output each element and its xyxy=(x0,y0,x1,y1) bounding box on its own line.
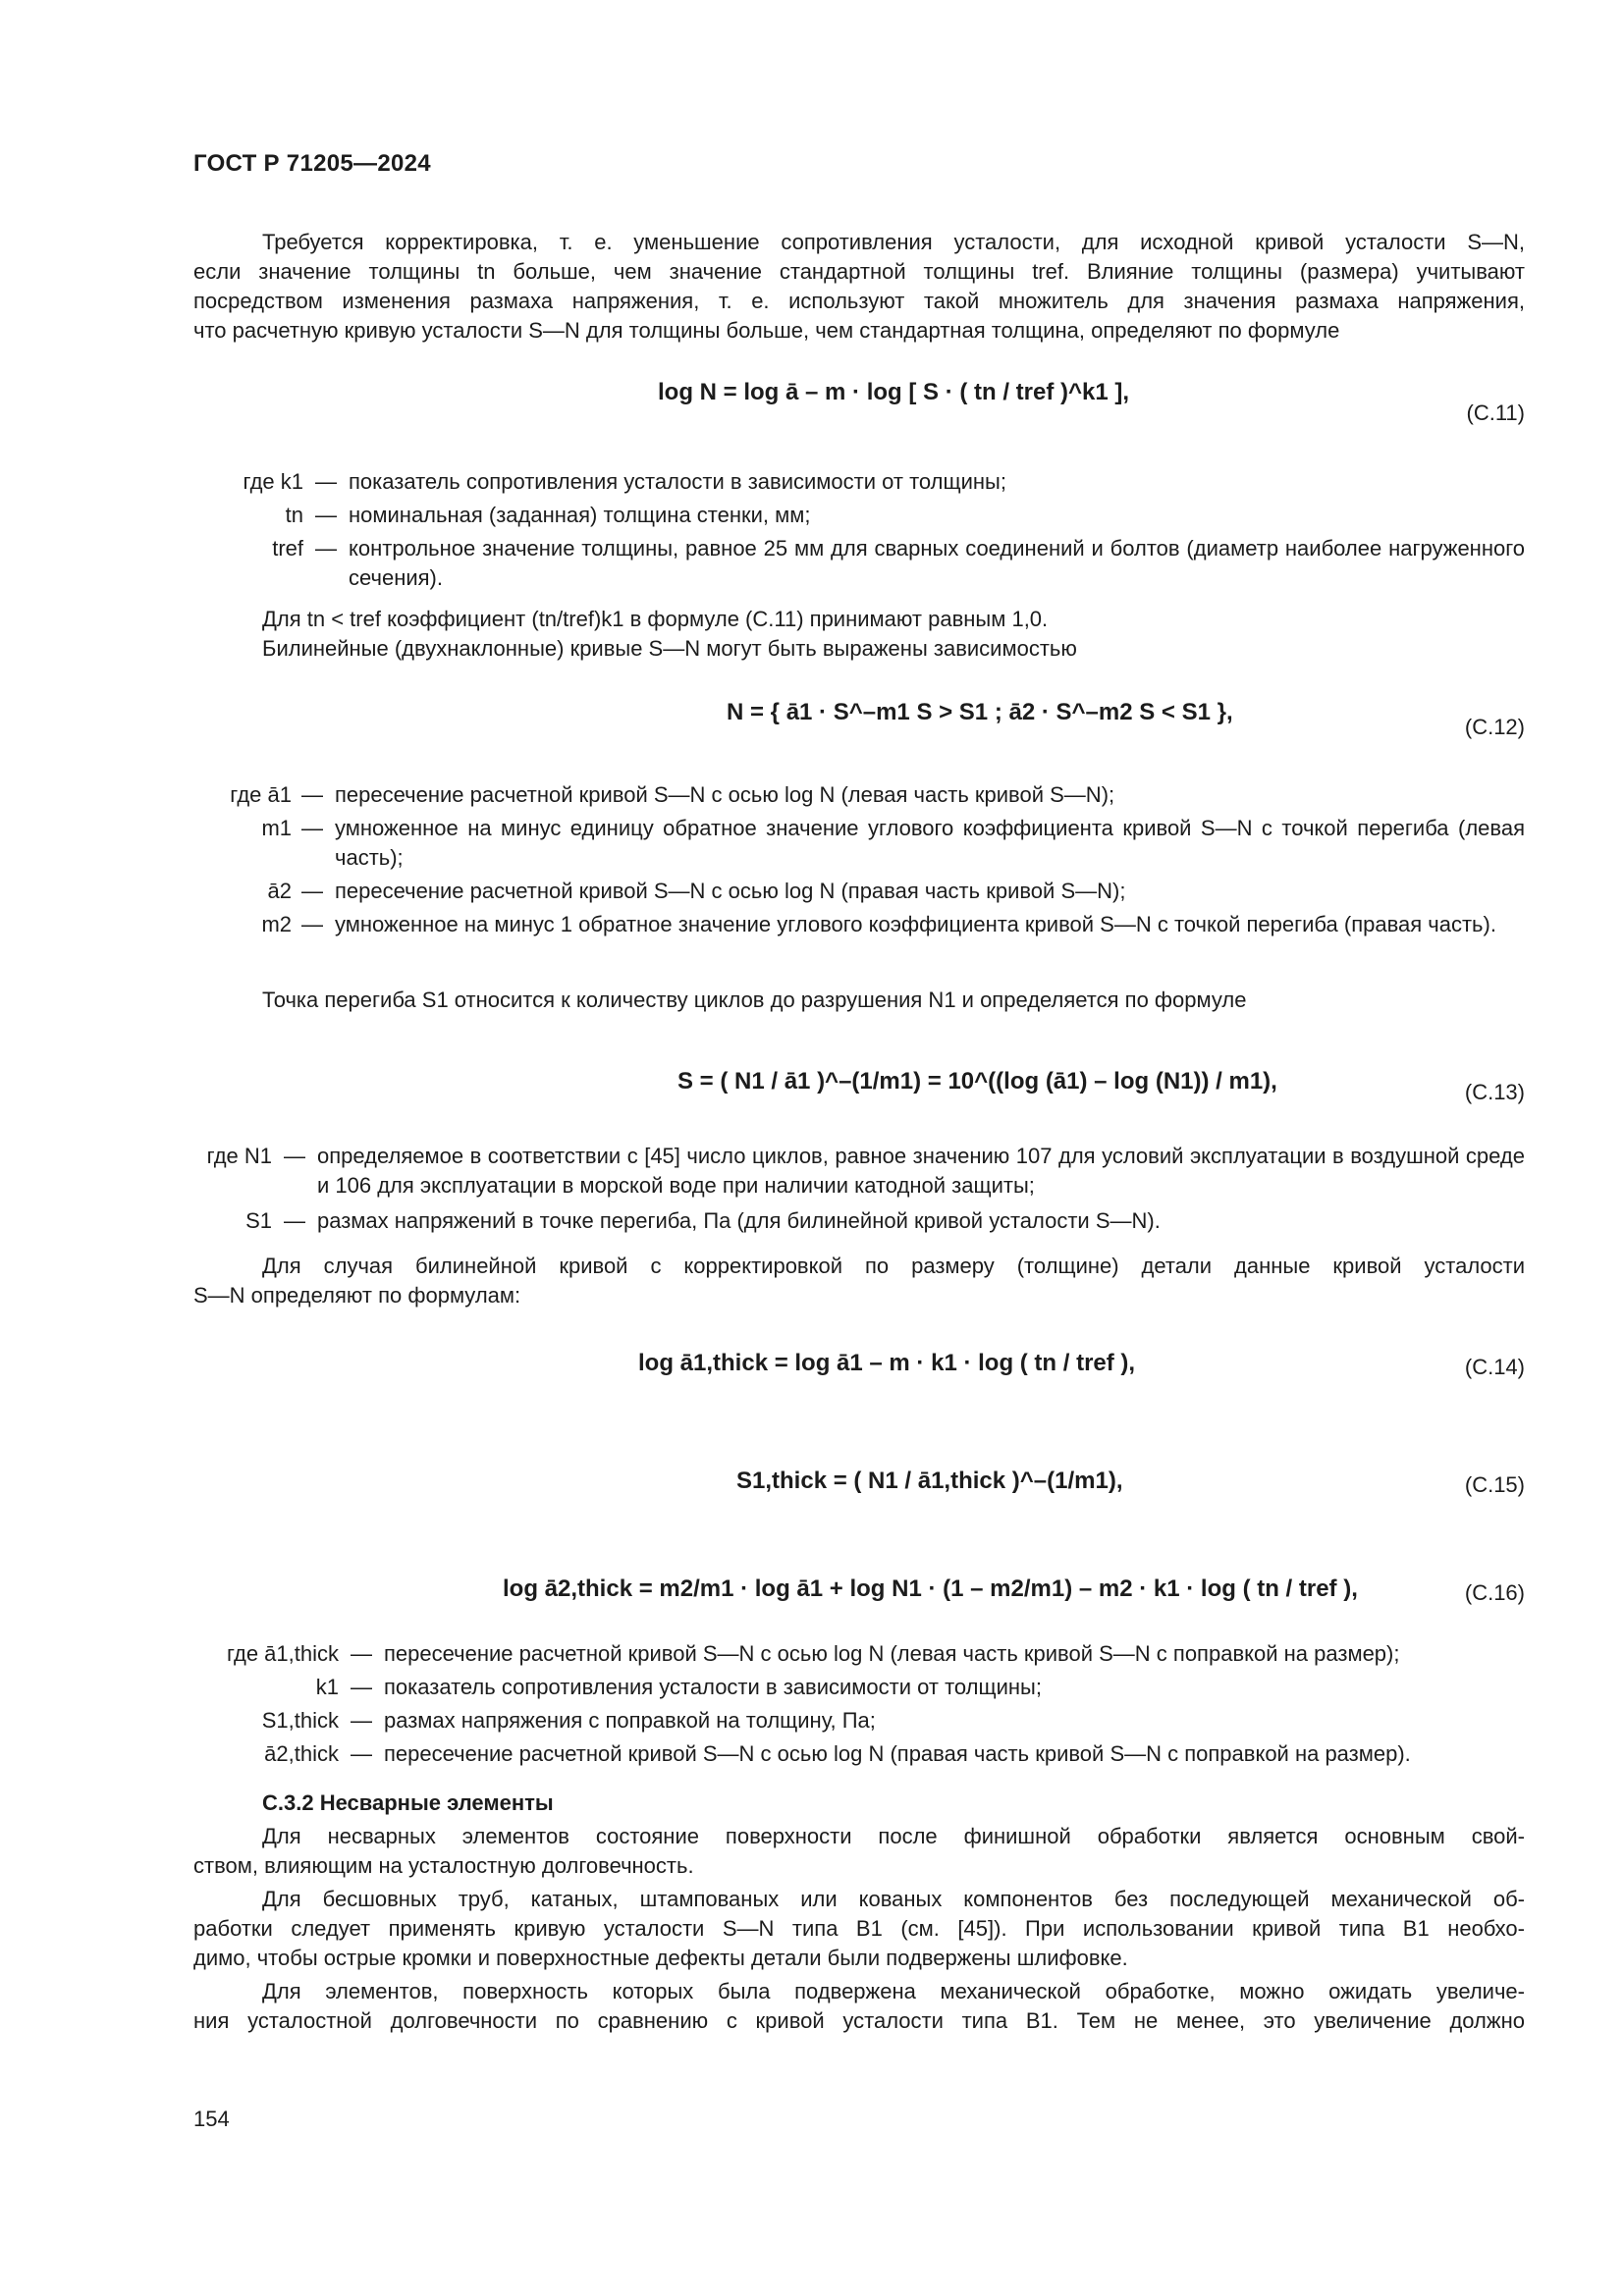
definition-text: пересечение расчетной кривой S—N с осью log N (правая часть кривой S—N с поправкой на размер). xyxy=(384,1741,1411,1766)
definition-symbol: где k1 xyxy=(243,469,303,494)
paragraph-line: посредством изменения размаха напряжения, т. е. используют такой множитель для значения размаха напряжения, xyxy=(193,289,1525,313)
definition-symbol: ā2,thick xyxy=(264,1741,339,1766)
definition-text: показатель сопротивления усталости в зависимости от толщины; xyxy=(384,1675,1042,1699)
document-page: ГОСТ Р 71205—2024 Требуется корректировка, т. е. уменьшение сопротивления усталости, для исходной кривой усталости S—N, если значение толщины tn больше, чем значение стандартной толщины tref. Влияние толщины (размера) учитывают посредством изменения размаха напряжения, т. е. используют такой множитель для значения размаха напряжения, что расчетную кривую усталости S—N для толщины больше, чем стандартная толщина, определяют по формуле log N = log ā – m · log [ S · ( tn / tref )^k1 ], (С.11) где k1 — показатель сопротивления усталости в зависимости от толщины; tn — номинальная (заданная) толщина стенки, мм; tref — контрольное значение толщины, равное 25 мм для сварных соединений и болтов (диаметр наиболее нагруженного сечения). Для tn < tref коэффициент (tn/tref)k1 в формуле (С.11) принимают равным 1,0. Билинейные (двухнаклонные) кривые S—N могут быть выражены зависимостью N = { ā1 · S^–m1 S > S1 ; ā2 · S^–m2 S < S1 }, (С.12) где ā1 — пересечение расчетной кривой S—N с осью log N (левая часть кривой S—N); m1 — умноженное на минус единицу обратное значение углового коэффициента кривой S—N с точкой перегиба (левая часть); ā2 — пересечение расчетной кривой S—N с осью log N (правая часть кривой S—N); m2 — умноженное на минус 1 обратное значение углового коэффициента кривой S—N с точкой перегиба (правая часть). Точка перегиба S1 относится к количеству циклов до разрушения N1 и определяется по формуле S = ( N1 / ā1 )^–(1/m1) = 10^((log (ā1) – log (N1)) / m1), (С.13) где N1 — определяемое в соответствии с [45] число циклов, равное значению 107 для условий эксплуатации в воздушной среде и 106 для эксплуатации в морской воде при наличии катодной защиты; S1 — размах напряжений в точке перегиба, Па (для билинейной кривой усталости S—N). Для случая билинейной кривой с корректировкой по размеру (толщине) детали данные кривой усталости S—N определяют по формулам: log ā1,thick = log ā1 – m · k1 · log ( tn / tref ), (С.14) S1,thick = ( N1 / ā1,thick )^–(1/m1), (С.15) log ā2,thick = m2/m1 · log ā1 + log N1 · (1 – m2/m1) – m2 · k1 · log ( tn / tref ), (С.16) где ā1,thick — пересечение расчетной кривой S—N с осью log N (левая часть кривой S—N с поправкой на размер); k1 — показатель сопротивления усталости в зависимости от толщины; S1,thick — размах напряжения с поправкой на толщину, Па; ā2,thick — пересечение расчетной кривой S—N с осью log N (правая часть кривой S—N с поправкой на размер). С.3.2 Несварные элементы Для несварных элементов состояние поверхности после финишной обработки является основным свой- ством, влияющим на усталостную долговечность. Для бесшовных труб, катаных, штампованых или кованых компонентов без последующей механической об- работки следует применять кривую усталости S—N типа В1 (см. [45]). При использовании кривой типа В1 необхо- димо, чтобы острые кромки и поверхностные дефекты детали были подвержены шлифовке. Для элементов, поверхность которых была подвержена механической обработке, можно ожидать увеличе- ния усталостной долговечности по сравнению с кривой усталости типа В1. Тем не менее, это увеличение должно 154 xyxy=(193,150,1525,2131)
paragraph-line: димо, чтобы острые кромки и поверхностные дефекты детали были подвержены шлифовке. xyxy=(193,1946,1128,1970)
formula-c11: log N = log ā – m · log [ S · ( tn / tref )^k1 ], xyxy=(658,379,1130,405)
definition-symbol: ā2 xyxy=(267,879,292,903)
paragraph-line: если значение толщины tn больше, чем значение стандартной толщины tref. Влияние толщины (размера) учитывают xyxy=(193,259,1525,284)
paragraph-line: Для бесшовных труб, катаных, штампованых или кованых компонентов без последующей механической об- xyxy=(262,1887,1525,1911)
definition-symbol: S1,thick xyxy=(261,1708,339,1733)
formula-number: (С.16) xyxy=(1464,1580,1525,1605)
paragraph-line: Для случая билинейной кривой с корректировкой по размеру (толщине) детали данные кривой усталости xyxy=(262,1254,1525,1278)
definition-text: пересечение расчетной кривой S—N с осью log N (левая часть кривой S—N с поправкой на размер); xyxy=(384,1641,1400,1666)
formula-c12: N = { ā1 · S^–m1 S > S1 ; ā2 · S^–m2 S < S1 }, xyxy=(727,699,1233,725)
definition-text: пересечение расчетной кривой S—N с осью log N (правая часть кривой S—N); xyxy=(335,879,1126,903)
paragraph-line: Для tn < tref коэффициент (tn/tref)k1 в формуле (С.11) принимают равным 1,0. xyxy=(262,607,1049,631)
definition-symbol: где ā1 xyxy=(230,782,292,807)
definition-text: умноженное на минус единицу обратное значение углового коэффициента кривой S—N с точкой перегиба (левая часть); xyxy=(335,816,1525,870)
formula-number: (С.11) xyxy=(1466,400,1525,425)
definition-symbol: S1 xyxy=(245,1208,272,1233)
definition-symbol: где ā1,thick xyxy=(226,1641,339,1666)
paragraph-line: S—N определяют по формулам: xyxy=(193,1283,521,1308)
definition-text: номинальная (заданная) толщина стенки, мм; xyxy=(349,503,811,527)
paragraph-line: Для элементов, поверхность которых была подвержена механической обработке, можно ожидать увеличе- xyxy=(262,1979,1525,2003)
definition-symbol: m1 xyxy=(261,816,292,840)
definition-text: размах напряжения с поправкой на толщину, Па; xyxy=(384,1708,876,1733)
definition-text: пересечение расчетной кривой S—N с осью log N (левая часть кривой S—N); xyxy=(335,782,1115,807)
definition-text: размах напряжений в точке перегиба, Па (для билинейной кривой усталости S—N). xyxy=(317,1208,1161,1233)
formula-c16: log ā2,thick = m2/m1 · log ā1 + log N1 · (1 – m2/m1) – m2 · k1 · log ( tn / tref ), xyxy=(503,1575,1358,1602)
definition-symbol: m2 xyxy=(261,912,292,936)
formula-number: (С.15) xyxy=(1464,1472,1525,1497)
paragraph-line: Билинейные (двухнаклонные) кривые S—N могут быть выражены зависимостью xyxy=(262,636,1077,661)
paragraph-line: ния усталостной долговечности по сравнению с кривой усталости типа В1. Тем не менее, это увеличение должно xyxy=(193,2008,1525,2033)
paragraph-line: Для несварных элементов состояние поверхности после финишной обработки является основным свой- xyxy=(262,1824,1525,1848)
section-heading: С.3.2 Несварные элементы xyxy=(262,1790,554,1815)
definition-text: показатель сопротивления усталости в зависимости от толщины; xyxy=(349,469,1006,494)
formula-number: (С.13) xyxy=(1464,1080,1525,1104)
paragraph-line: Требуется корректировка, т. е. уменьшение сопротивления усталости, для исходной кривой усталости S—N, xyxy=(262,230,1525,254)
paragraph-line: что расчетную кривую усталости S—N для толщины больше, чем стандартная толщина, определяют по формуле xyxy=(193,318,1340,343)
definition-symbol: tn xyxy=(285,503,303,527)
document-header: ГОСТ Р 71205—2024 xyxy=(193,150,431,177)
formula-c14: log ā1,thick = log ā1 – m · k1 · log ( tn / tref ), xyxy=(638,1350,1136,1376)
definition-text: определяемое в соответствии с [45] число циклов, равное значению 107 для условий эксплуатации в воздушной среде и 106 для эксплуатации в морской воде при наличии катодной защиты; xyxy=(317,1144,1525,1198)
page-number: 154 xyxy=(193,2107,230,2131)
formula-number: (С.14) xyxy=(1464,1355,1525,1379)
definition-text: умноженное на минус 1 обратное значение углового коэффициента кривой S—N с точкой перегиба (правая часть). xyxy=(335,912,1496,936)
formula-c15: S1,thick = ( N1 / ā1,thick )^–(1/m1), xyxy=(736,1468,1123,1494)
definition-symbol: tref xyxy=(272,536,303,561)
definition-text: контрольное значение толщины, равное 25 мм для сварных соединений и болтов (диаметр наиболее нагруженного сечения). xyxy=(349,536,1525,590)
paragraph-line: работки следует применять кривую усталости S—N типа В1 (см. [45]). При использовании кривой типа В1 необхо- xyxy=(193,1916,1525,1941)
formula-number: (С.12) xyxy=(1464,715,1525,739)
paragraph-line: ством, влияющим на усталостную долговечность. xyxy=(193,1853,694,1878)
definition-symbol: где N1 xyxy=(206,1144,272,1168)
definition-symbol: k1 xyxy=(315,1675,339,1699)
formula-c13: S = ( N1 / ā1 )^–(1/m1) = 10^((log (ā1) – log (N1)) / m1), xyxy=(677,1068,1277,1095)
paragraph-line: Точка перегиба S1 относится к количеству циклов до разрушения N1 и определяется по формуле xyxy=(262,988,1247,1012)
